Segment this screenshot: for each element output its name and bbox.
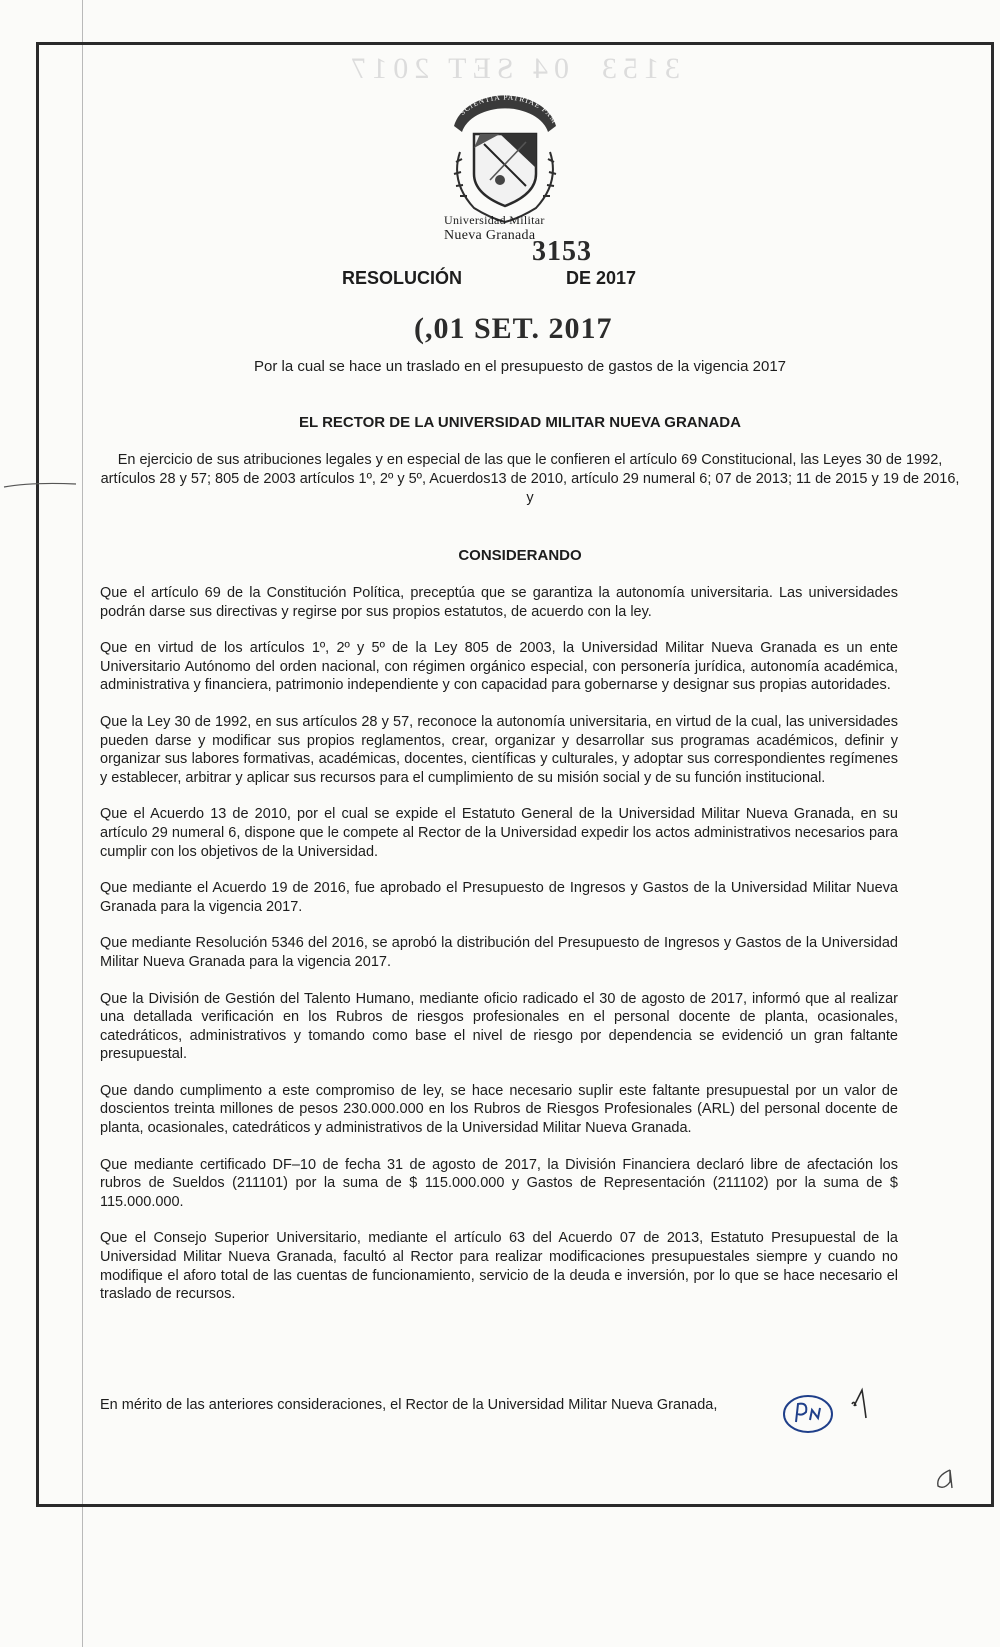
date-stamp: (,01 SET. 2017: [414, 312, 613, 345]
resolution-number-stamp: 3153: [532, 236, 592, 267]
closing-statement: En mérito de las anteriores consideraciones, el Rector de la Universidad Militar Nueva Granada,: [100, 1397, 718, 1413]
resolution-subtitle: Por la cual se hace un traslado en el presupuesto de gastos de la vigencia 2017: [253, 358, 787, 375]
bleed-through-text: 3153 04 SET 2017: [345, 52, 680, 85]
paragraph: Que mediante Resolución 5346 del 2016, se aprobó la distribución del Presupuesto de Ingresos y Gastos de la Universidad Militar Nueva Granada para la vigencia 2017.: [100, 935, 898, 970]
preamble-text: En ejercicio de sus atribuciones legales y en especial de las que le confieren el artículo 69 Constitucional, las Leyes 30 de 1992, artículos 28 y 57; 805 de 2003 artículos 1º, 2º y 5º, Acuerdos13 de 2010, artículo 29 numeral 6; 07 de 2013; 11 de 2015 y 19 de 2016, y: [100, 452, 960, 506]
paragraph: Que en virtud de los artículos 1º, 2º y 5º de la Ley 805 de 2003, la Universidad Militar Nueva Granada es un ente Universitario Autónomo del orden nacional, con régimen orgánico especial, con personería jurídica, autonomía académica, administrativa y financiera, patrimonio independiente y con capacidad para gobernarse y designar sus propias autoridades.: [100, 640, 898, 694]
considerando-paragraphs: [100, 584, 898, 1322]
resolution-label: RESOLUCIÓN: [342, 268, 463, 288]
rector-heading: EL RECTOR DE LA UNIVERSIDAD MILITAR NUEVA GRANADA: [299, 414, 741, 431]
university-crest-icon: [440, 82, 570, 232]
paragraph: Que el artículo 69 de la Constitución Política, preceptúa que se garantiza la autonomía universitaria. Las universidades podrán darse sus directivas y regirse por sus propios estatutos, de acuerdo con la ley.: [100, 585, 898, 620]
crest-motto: SCIENTIA PATRIAE FAM: [457, 92, 560, 126]
paragraph: Que la División de Gestión del Talento Humano, mediante oficio radicado el 30 de agosto de 2017, informó que al realizar una detallada verificación en los Rubros de riesgos profesionales en el personal docente de planta, ocasionales, catedráticos, administrativos y tomando como base el nivel de riesgo por dependencia se evidenció un gran faltante presupuestal.: [100, 990, 898, 1063]
margin-mark: [2, 478, 82, 492]
institution-line-1: Universidad Militar: [444, 213, 545, 227]
paragraph: Que la Ley 30 de 1992, en sus artículos 28 y 57, reconoce la autonomía universitaria, en virtud de la cual, las universidades pueden darse y modificar sus propios reglamentos, crear, organizar y desarrollar sus programas académicos, definir y organizar sus labores formativas, académicas, docentes, científicas y culturales, y adoptar sus correspondientes regímenes y establecer, arbitrar y aplicar sus recursos para el cumplimiento de su misión social y de su función institucional.: [100, 713, 898, 786]
institution-line-2: Nueva Granada: [444, 228, 536, 243]
paragraph: Que el Acuerdo 13 de 2010, por el cual se expide el Estatuto General de la Universidad Militar Nueva Granada, en su artículo 29 numeral 6, dispone que le compete al Rector de la Universidad expedir los actos administrativos necesarios para cumplir con los objetivos de la Universidad.: [100, 806, 898, 860]
resolution-year: DE 2017: [566, 268, 637, 288]
paragraph: Que el Consejo Superior Universitario, mediante el artículo 63 del Acuerdo 07 de 2013, Estatuto Presupuestal de la Universidad Militar Nueva Granada, facultó al Rector para realizar modificaciones presupuestales siempre y cuando no modifique el aforo total de las cuentas de funcionamiento, servicio de la deuda e inversión, por lo que se hace necesario el traslado de recursos.: [100, 1230, 898, 1303]
paragraph: Que mediante el Acuerdo 19 de 2016, fue aprobado el Presupuesto de Ingresos y Gastos de la Universidad Militar Nueva Granada para la vigencia 2017.: [100, 880, 898, 915]
considerando-heading: CONSIDERANDO: [458, 547, 582, 564]
paragraph: Que dando cumplimento a este compromiso de ley, se hace necesario suplir este faltante presupuestal por un valor de doscientos treinta millones de pesos 230.000.000 en los Rubros de Riesgos Profesionales (ARL) del personal docente de planta, ocasionales, catedráticos y administrativos de la Universidad Militar Nueva Granada.: [100, 1082, 898, 1137]
margin-initial: [928, 1466, 958, 1492]
paragraph: Que mediante certificado DF–10 de fecha 31 de agosto de 2017, la División Financiera declaró libre de afectación los rubros de Sueldos (211101) por la suma de $ 115.000.000 y Gastos de Representación (211102) por la suma de $ 115.000.000.: [100, 1156, 898, 1210]
handwritten-initials: [768, 1384, 888, 1438]
